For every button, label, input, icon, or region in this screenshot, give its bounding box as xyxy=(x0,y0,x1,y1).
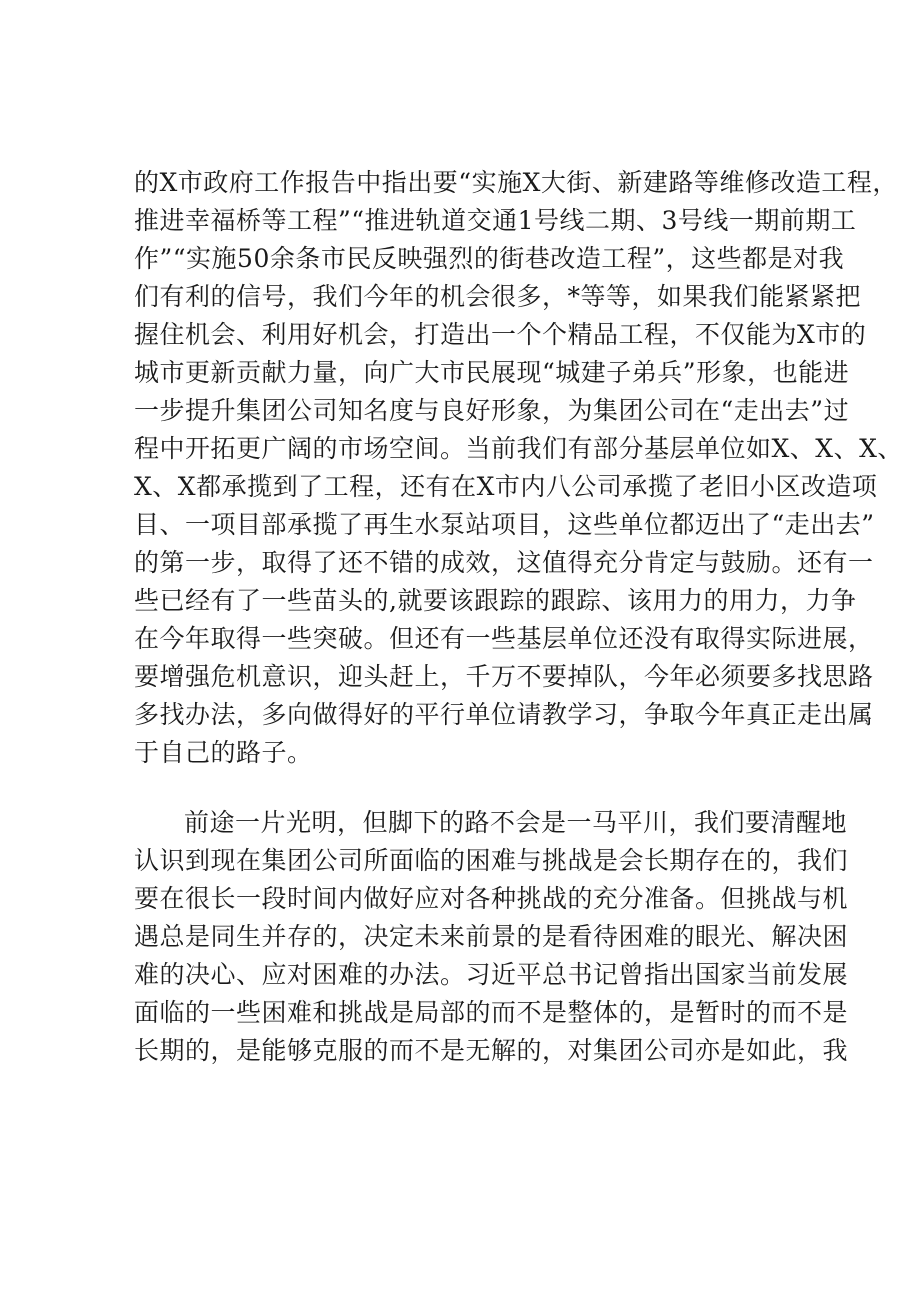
text-line: 要增强危机意识，迎头赶上，千万不要掉队，今年必须要多找思路 xyxy=(134,662,874,691)
text-line: 一步提升集团公司知名度与良好形象，为集团公司在“走出去”过 xyxy=(134,396,850,425)
paragraph-2 xyxy=(134,804,849,1070)
text-line: 要在很长一段时间内做好应对各种挑战的充分准备。但挑战与机 xyxy=(134,884,849,913)
text-line: 些已经有了一些苗头的,就要该跟踪的跟踪、该用力的用力，力争 xyxy=(134,586,857,615)
text-line: 的第一步，取得了还不错的成效，这值得充分肯定与鼓励。还有一 xyxy=(134,548,874,577)
text-line: 程中开拓更广阔的市场空间。当前我们有部分基层单位如X、X、X、 xyxy=(134,434,903,463)
text-line: X、X都承揽到了工程，还有在X市内八公司承揽了老旧小区改造项 xyxy=(134,472,878,501)
text-line: 握住机会、利用好机会，打造出一个个精品工程，不仅能为X市的 xyxy=(134,320,867,349)
text-line: 面临的一些困难和挑战是局部的而不是整体的，是暂时的而不是 xyxy=(134,998,849,1027)
text-line: 们有利的信号，我们今年的机会很多，*等等，如果我们能紧紧把 xyxy=(134,282,862,311)
text-line: 作”“实施50余条市民反映强烈的街巷改造工程”，这些都是对我 xyxy=(134,244,845,273)
text-line: 于自己的路子。 xyxy=(134,738,313,767)
text-line: 推进幸福桥等工程”“推进轨道交通1号线二期、3号线一期前期工 xyxy=(134,206,857,235)
paragraph-1 xyxy=(134,164,903,772)
text-line: 城市更新贡献力量，向广大市民展现“城建子弟兵”形象，也能进 xyxy=(134,358,850,387)
text-line: 多找办法，多向做得好的平行单位请教学习，争取今年真正走出属 xyxy=(134,700,874,729)
text-line: 的X市政府工作报告中指出要“实施X大街、新建路等维修改造工程， xyxy=(134,168,898,197)
text-line: 在今年取得一些突破。但还有一些基层单位还没有取得实际进展， xyxy=(134,624,874,653)
text-line: 难的决心、应对困难的办法。习近平总书记曾指出国家当前发展 xyxy=(134,960,849,989)
text-line: 目、一项目部承揽了再生水泵站项目，这些单位都迈出了“走出去” xyxy=(134,510,875,539)
text-line: 前途一片光明，但脚下的路不会是一马平川，我们要清醒地 xyxy=(184,808,848,837)
text-line: 遇总是同生并存的，决定未来前景的是看待困难的眼光、解决困 xyxy=(134,922,849,951)
text-line: 长期的，是能够克服的而不是无解的，对集团公司亦是如此，我 xyxy=(134,1036,849,1065)
text-line: 认识到现在集团公司所面临的困难与挑战是会长期存在的，我们 xyxy=(134,846,849,875)
